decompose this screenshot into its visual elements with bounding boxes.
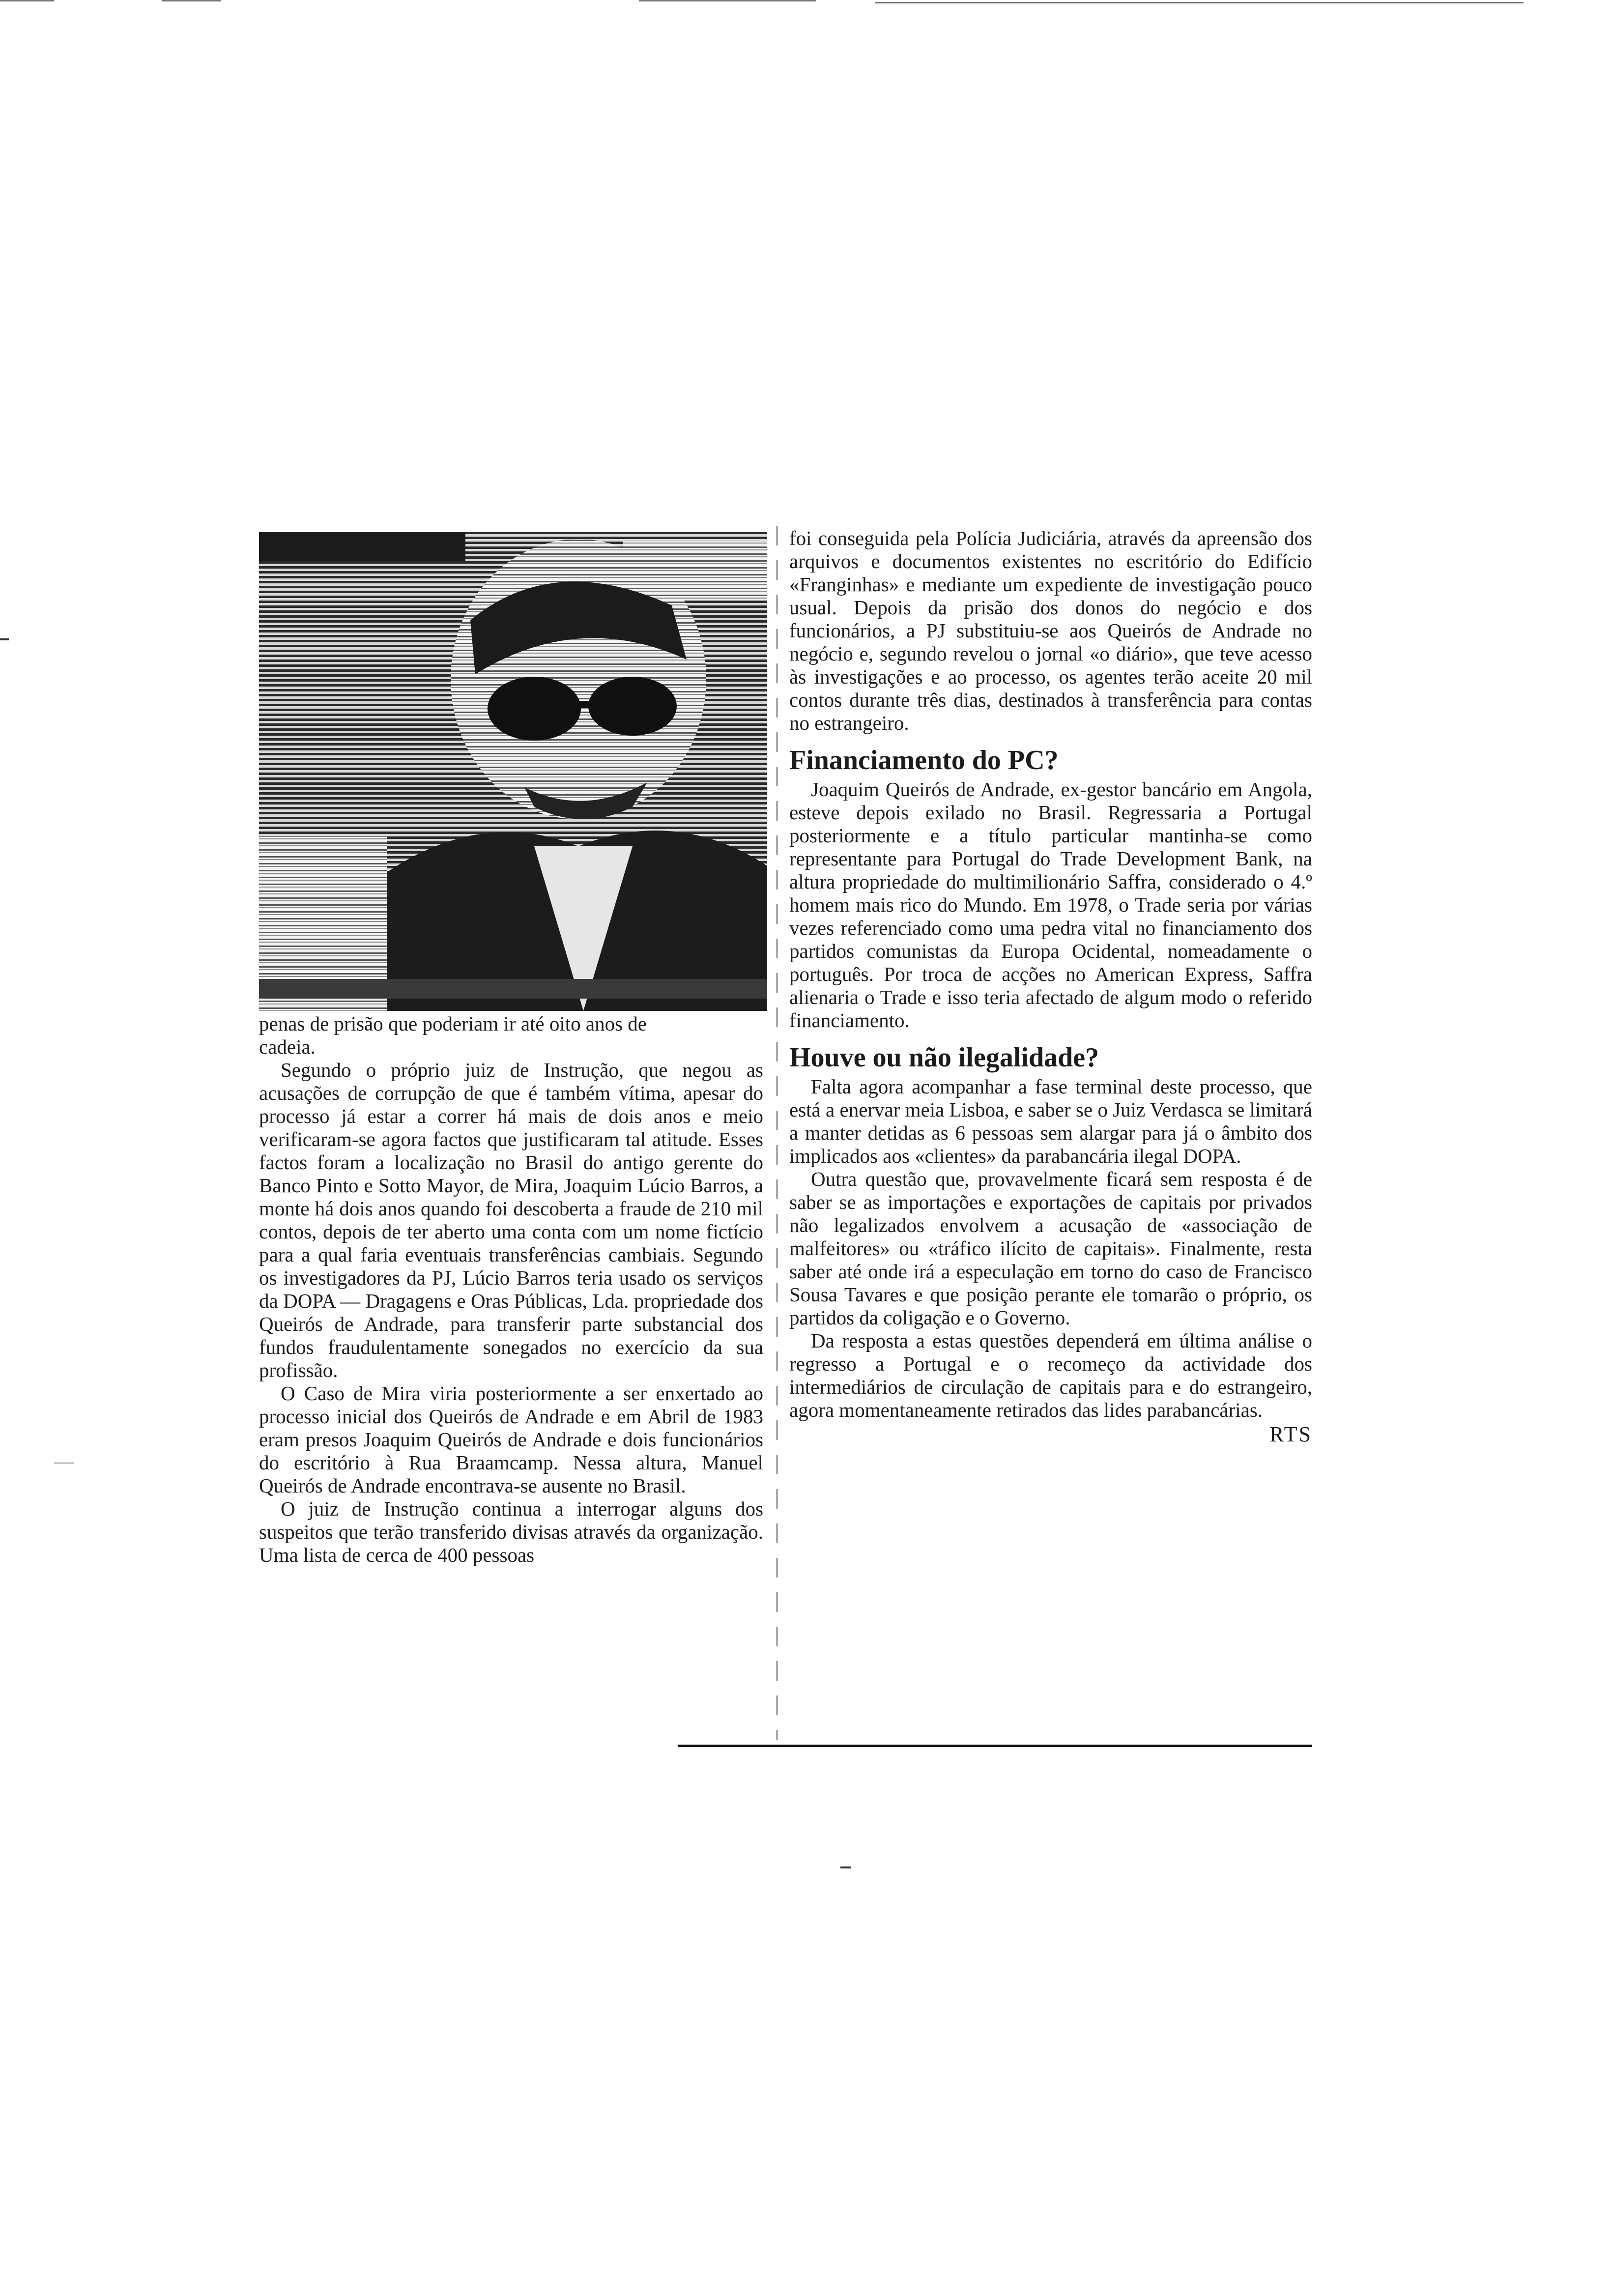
caption-line: cadeia. (259, 1035, 316, 1058)
author-signature: RTS (1269, 1422, 1312, 1446)
top-scan-line (0, 0, 54, 1)
paragraph: O juiz de Instrução continua a interrogar alguns dos suspeitos que terão transferido divisas através da organização. Uma lista de cerca de 400 pessoas (259, 1497, 763, 1566)
top-scan-line (639, 0, 816, 1)
caption-line: penas de prisão que poderiam ir até oito anos de (259, 1012, 647, 1035)
paragraph: foi conseguida pela Polícia Judiciária, através da apreensão dos arquivos e documentos existentes no escritório do Edifício «Franginhas» e mediante um expediente de investigação pouco usual. Depois da prisão dos donos do negócio e dos funcionários, a PJ substituiu-se aos Queirós de Andrade no negócio e, segundo revelou o jornal «o diário», que teve acesso às investigações e ao processo, os agentes terão aceite 20 mil contos durante três dias, destinados à transferência para contas no estrangeiro. (789, 527, 1312, 734)
margin-mark (840, 1866, 851, 1868)
bottom-rule (678, 1745, 1312, 1747)
left-column (259, 1012, 763, 1567)
right-column (789, 527, 1312, 1446)
portrait-photo (259, 532, 767, 1011)
section-heading-ilegalidade: Houve ou não ilegalidade? (789, 1042, 1099, 1073)
photo-caption (259, 1012, 763, 1059)
paragraph: Falta agora acompanhar a fase terminal deste processo, que está a enervar meia Lisboa, e saber se o Juiz Verdasca se limitará a manter detidas as 6 pessoas sem alargar para já o âmbito dos implicados aos «clientes» da parabancária ilegal DOPA. (789, 1075, 1312, 1167)
top-scan-line (875, 2, 1524, 3)
paragraph: Segundo o próprio juiz de Instrução, que negou as acusações de corrupção de que é também vítima, apesar do processo já estar a correr há mais de dois anos e meio verificaram-se agora factos que justificaram tal atitude. Esses factos foram a localização no Brasil do antigo gerente do Banco Pinto e Sotto Mayor, de Mira, Joaquim Lúcio Barros, a monte há dois anos quando foi descoberta a fraude de 210 mil contos, depois de ter aberto uma conta com um nome fictício para a qual faria eventuais transferências cambiais. Segundo os investigadores da PJ, Lúcio Barros teria usado os serviços da DOPA — Dragagens e Oras Públicas, Lda. propriedade dos Queirós de Andrade, para transferir parte substancial dos fundos fraudulentamente sonegados no exercício da sua profissão. (259, 1059, 763, 1381)
paragraph: O Caso de Mira viria posteriormente a ser enxertado ao processo inicial dos Queirós de Andrade e em Abril de 1983 eram presos Joaquim Queirós de Andrade e dois funcionários do escritório à Rua Braamcamp. Nessa altura, Manuel Queirós de Andrade encontrava-se ausente no Brasil. (259, 1382, 763, 1497)
top-scan-line (162, 0, 221, 1)
margin-mark (54, 1463, 74, 1464)
paragraph: Joaquim Queirós de Andrade, ex-gestor bancário em Angola, esteve depois exilado no Brasil. Regressaria a Portugal posteriormente e a título particular mantinha-se como representante para Portugal do Trade Development Bank, na altura propriedade do multimilionário Saffra, considerado o 4.º homem mais rico do Mundo. Em 1978, o Trade seria por várias vezes referenciado como uma pedra vital no financiamento dos partidos comunistas da Europa Ocidental, nomeadamente o português. Por troca de acções no American Express, Saffra alienaria o Trade e isso teria afectado de algum modo o referido financiamento. (789, 778, 1312, 1032)
paragraph: Outra questão que, provavelmente ficará sem resposta é de saber se as importações e exportações de capitais por privados não legalizados envolvem a acusação de «associação de malfeitores» ou «tráfico ilícito de capitais». Finalmente, resta saber até onde irá a especulação em torno do caso de Francisco Sousa Tavares e que posição perante ele tomarão o próprio, os partidos da coligação e o Governo. (789, 1168, 1312, 1329)
section-heading-financiamento: Financiamento do PC? (789, 745, 1059, 775)
paragraph: Da resposta a estas questões dependerá em última análise o regresso a Portugal e o recomeço da actividade dos intermediários de circulação de capitais para e do estrangeiro, agora momentaneamente retirados das lides parabancárias. (789, 1329, 1312, 1421)
margin-mark (0, 638, 9, 640)
